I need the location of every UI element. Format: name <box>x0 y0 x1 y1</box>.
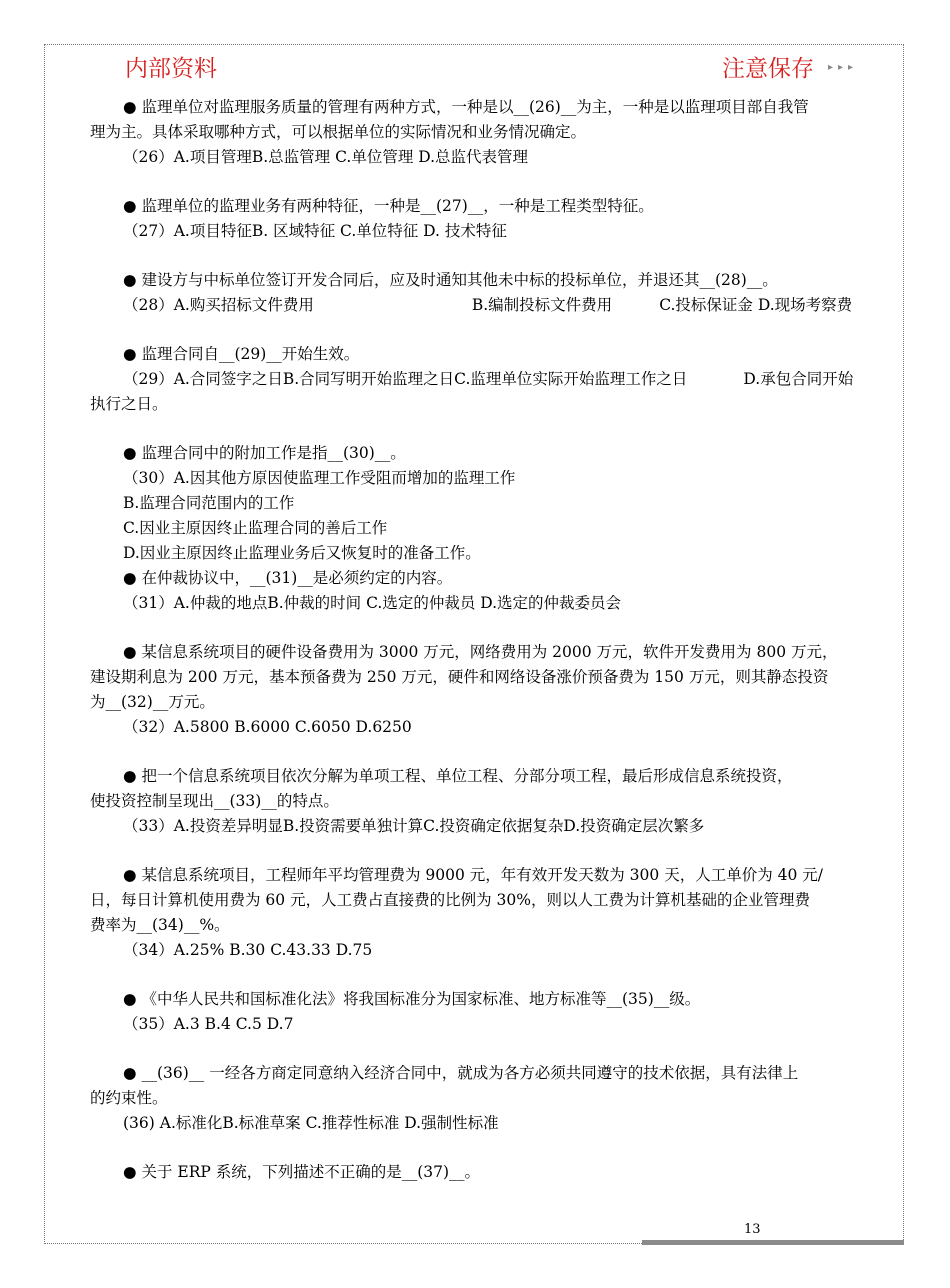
q30-option-c: C.因业主原因终止监理合同的善后工作 <box>123 519 388 537</box>
q30-option-b: B.监理合同范围内的工作 <box>123 494 295 512</box>
header-right-label: 注意保存 <box>722 56 814 82</box>
q33-options: （33）A.投资差异明显B.投资需要单独计算C.投资确定依据复杂D.投资确定层次繁多 <box>123 817 705 835</box>
q26-options: （26）A.项目管理B.总监管理 C.单位管理 D.总监代表管理 <box>123 148 529 166</box>
q34-stem-line3: 费率为__(34)__%。 <box>90 916 230 934</box>
q30-stem: ● 监理合同中的附加工作是指__(30)__。 <box>123 444 406 462</box>
q26-stem-line2: 理为主。具体采取哪种方式，可以根据单位的实际情况和业务情况确定。 <box>90 123 587 141</box>
footer-bar <box>642 1240 904 1245</box>
q33-stem-line1: ● 把一个信息系统项目依次分解为单项工程、单位工程、分部分项工程，最后形成信息系统投资， <box>123 767 793 785</box>
q34-stem-line2: 日，每日计算机使用费为 60 元，人工费占直接费的比例为 30%，则以人工费为计算机基础的企业管理费 <box>90 891 810 909</box>
q29-option-continuation: 执行之日。 <box>90 395 168 413</box>
q27-options: （27）A.项目特征B. 区域特征 C.单位特征 D. 技术特征 <box>123 222 507 240</box>
q37-stem: ● 关于 ERP 系统，下列描述不正确的是__(37)__。 <box>123 1163 481 1181</box>
q28-option-a: （28）A.购买招标文件费用 <box>123 296 314 314</box>
q32-options: （32）A.5800 B.6000 C.6050 D.6250 <box>123 718 412 736</box>
q33-stem-line2: 使投资控制呈现出__(33)__的特点。 <box>90 792 339 810</box>
q26-stem-line1: ● 监理单位对监理服务质量的管理有两种方式，一种是以__(26)__为主，一种是以监理项目部自我管 <box>123 98 809 116</box>
q28-stem: ● 建设方与中标单位签订开发合同后，应及时通知其他未中标的投标单位，并退还其__(28)__。 <box>123 271 778 289</box>
q36-stem-line1: ● __(36)__ 一经各方商定同意纳入经济合同中，就成为各方必须共同遵守的技术依据，具有法律上 <box>123 1064 799 1082</box>
q29-options <box>90 367 925 392</box>
q34-options: （34）A.25% B.30 C.43.33 D.75 <box>123 941 373 959</box>
q36-options: (36) A.标准化B.标准草案 C.推荐性标准 D.强制性标准 <box>123 1114 499 1132</box>
q35-stem: ● 《中华人民共和国标准化法》将我国标准分为国家标准、地方标准等__(35)__级。 <box>123 990 701 1008</box>
q30-option-a: （30）A.因其他方原因使监理工作受阻而增加的监理工作 <box>123 469 516 487</box>
q31-stem: ● 在仲裁协议中，__(31)__是必须约定的内容。 <box>123 569 453 587</box>
document-body <box>90 95 925 1185</box>
q29-stem: ● 监理合同自__(29)__开始生效。 <box>123 345 360 363</box>
q36-stem-line2: 的约束性。 <box>90 1089 168 1107</box>
page-number: 13 <box>744 1222 761 1237</box>
q35-options: （35）A.3 B.4 C.5 D.7 <box>123 1015 294 1033</box>
header-arrows-icon: ▸▸▸ <box>828 62 859 73</box>
header-left-label: 内部资料 <box>125 56 217 82</box>
q29-option-abc: （29）A.合同签字之日B.合同写明开始监理之日C.监理单位实际开始监理工作之日 <box>123 370 688 388</box>
q28-options <box>90 293 925 318</box>
q30-option-d: D.因业主原因终止监理业务后又恢复时的准备工作。 <box>123 544 481 562</box>
q28-option-b: B.编制投标文件费用 <box>471 296 613 314</box>
q32-stem-line2: 建设期利息为 200 万元，基本预备费为 250 万元，硬件和网络设备涨价预备费为 150 万元，则其静态投资 <box>90 668 829 686</box>
q27-stem: ● 监理单位的监理业务有两种特征，一种是__(27)__，一种是工程类型特征。 <box>123 197 654 215</box>
q32-stem-line3: 为__(32)__万元。 <box>90 693 215 711</box>
q29-option-d: D.承包合同开始 <box>743 370 854 388</box>
q31-options: （31）A.仲裁的地点B.仲裁的时间 C.选定的仲裁员 D.选定的仲裁委员会 <box>123 594 622 612</box>
q28-option-cd: C.投标保证金 D.现场考察费 <box>659 296 853 314</box>
q34-stem-line1: ● 某信息系统项目，工程师年平均管理费为 9000 元，年有效开发天数为 300 天，人工单价为 40 元/ <box>123 866 823 884</box>
q32-stem-line1: ● 某信息系统项目的硬件设备费用为 3000 万元，网络费用为 2000 万元，软件开发费用为 800 万元， <box>123 643 838 661</box>
